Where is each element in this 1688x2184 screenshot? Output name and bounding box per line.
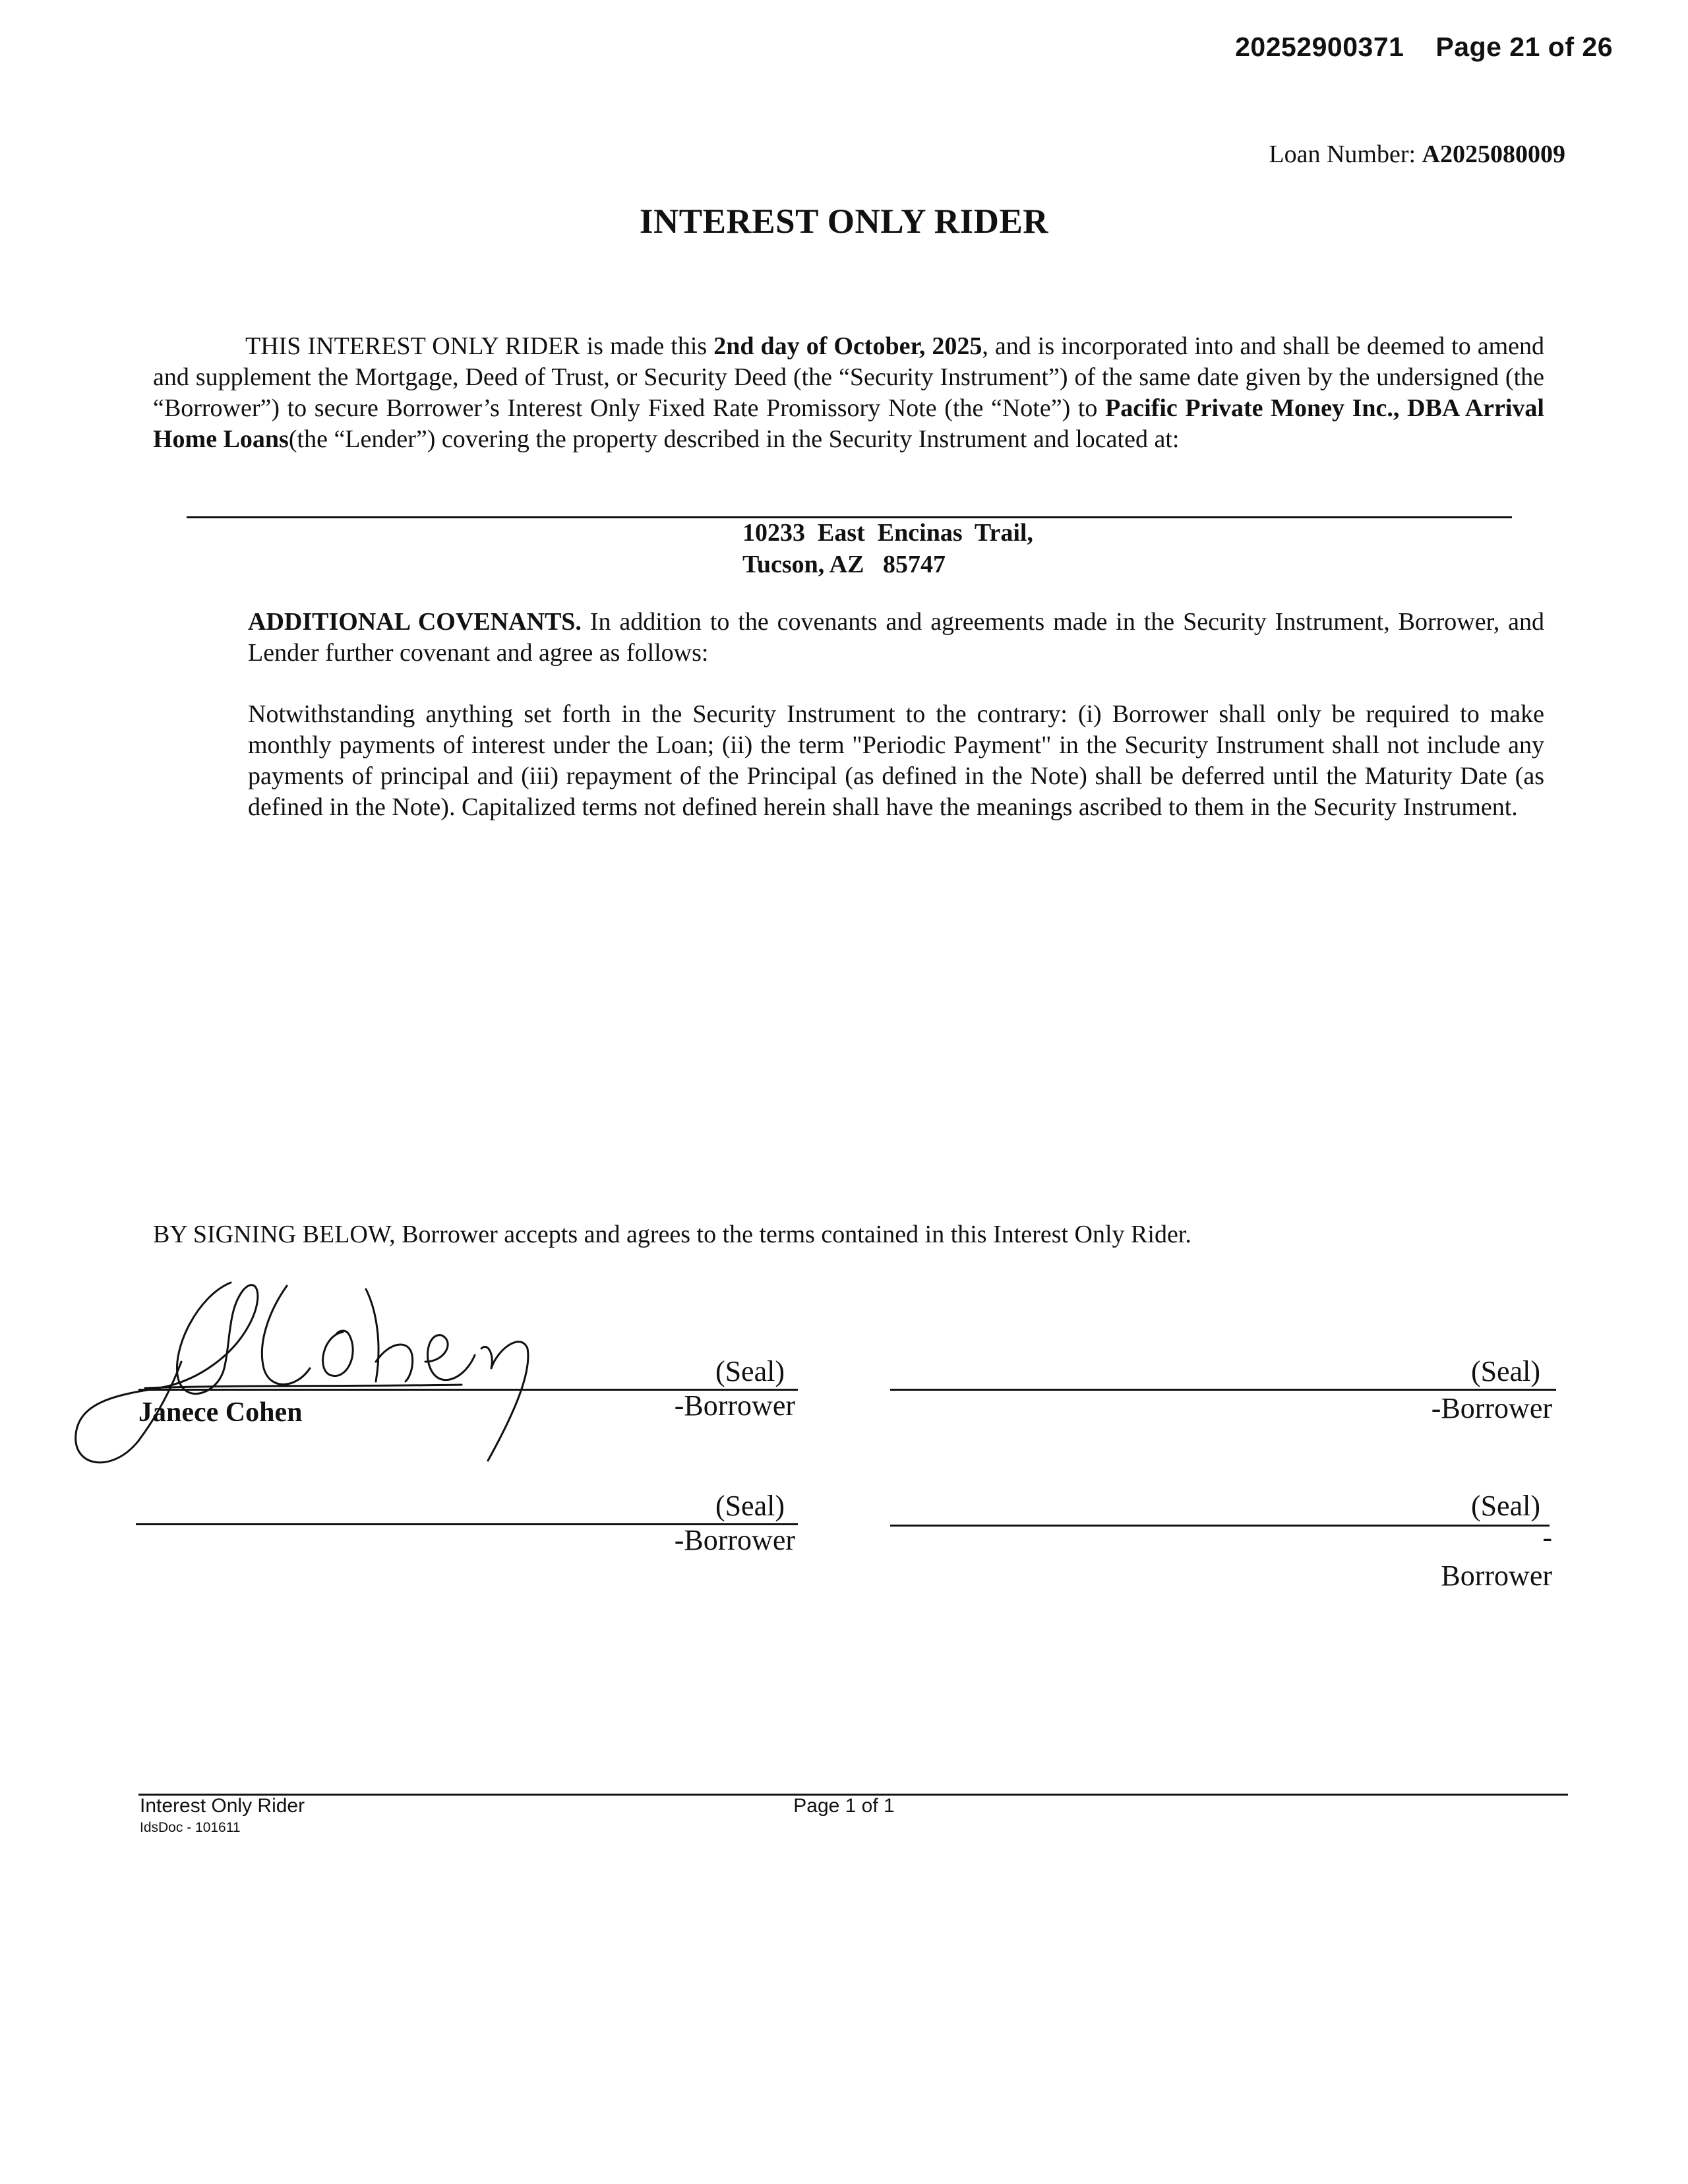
- borrower-label-3: -Borrower: [674, 1524, 795, 1556]
- intro-text-1: THIS INTEREST ONLY RIDER is made this: [245, 332, 714, 360]
- loan-number-label: Loan Number:: [1269, 140, 1416, 168]
- notwithstanding-paragraph: Notwithstanding anything set forth in the Security Instrument to the contrary: (i) Borrower shall only be required to make monthly payments of interest under the Loan; (ii) the term "Periodic Payment" in the Security Instrument shall not include any payments of principal and (iii) repayment of the Principal (as defined in the Note) shall be deferred until the Maturity Date (as defined in the Note). Capitalized terms not defined herein shall have the meanings ascribed to them in the Security Instrument.: [248, 700, 1544, 821]
- covenants-text: In addition to the covenants and agreements made in the Security Instrument, Borrower, and Lender further covenant and agree as follows:: [248, 608, 1544, 667]
- footer-page-number: Page 1 of 1: [793, 1795, 895, 1817]
- signing-statement: BY SIGNING BELOW, Borrower accepts and agrees to the terms contained in this Interest Only Rider.: [153, 1221, 1191, 1248]
- recording-page-label: Page 21 of 26: [1435, 32, 1613, 62]
- seal-label-3: (Seal): [715, 1490, 785, 1522]
- intro-text-3: (the “Lender”) covering the property described in the Security Instrument and located at:: [288, 425, 1180, 453]
- footer-form-title: Interest Only Rider: [140, 1795, 305, 1817]
- covenants-heading: ADDITIONAL COVENANTS.: [248, 608, 582, 636]
- lender-name: Pacific Private Money Inc., DBA Arrival Home Loans: [153, 394, 1544, 453]
- borrower-label-4: Borrower: [1441, 1560, 1552, 1592]
- signer-name: Janece Cohen: [138, 1397, 303, 1428]
- seal-label-1: (Seal): [715, 1355, 785, 1387]
- borrower-label-1: -Borrower: [674, 1389, 795, 1422]
- intro-text-2: , and is incorporated into and shall be deemed to amend and supplement the Mortgage, Deed of Trust, or Security Deed (the “Security Instrument”) of the same date given by the undersigned (the “Borrower”) to secure Borrower’s Interest Only Fixed Rate Promissory Note (the “Note”) to: [153, 332, 1545, 422]
- seal-label-2: (Seal): [1470, 1355, 1540, 1387]
- borrower-label-2: -Borrower: [1431, 1392, 1552, 1424]
- seal-label-4: (Seal): [1470, 1490, 1540, 1522]
- additional-covenants-paragraph: [248, 607, 1544, 669]
- intro-paragraph: [153, 331, 1544, 455]
- signature-line-2: [890, 1389, 1556, 1391]
- property-address: [742, 517, 1033, 580]
- recording-number: 20252900371: [1235, 32, 1404, 62]
- recording-header: [1235, 32, 1613, 63]
- loan-number: A2025080009: [1422, 140, 1565, 168]
- document-title: INTEREST ONLY RIDER: [639, 202, 1049, 241]
- footer-doc-id: IdsDoc - 101611: [140, 1820, 241, 1835]
- property-city-line: Tucson, AZ 85747: [742, 551, 946, 578]
- borrower-dash-4: -: [1542, 1521, 1552, 1554]
- rider-date: 2nd day of October, 2025: [713, 332, 982, 360]
- borrower-signature: [66, 1269, 541, 1487]
- loan-number-line: [1269, 140, 1565, 169]
- property-street: 10233 East Encinas Trail,: [742, 519, 1033, 547]
